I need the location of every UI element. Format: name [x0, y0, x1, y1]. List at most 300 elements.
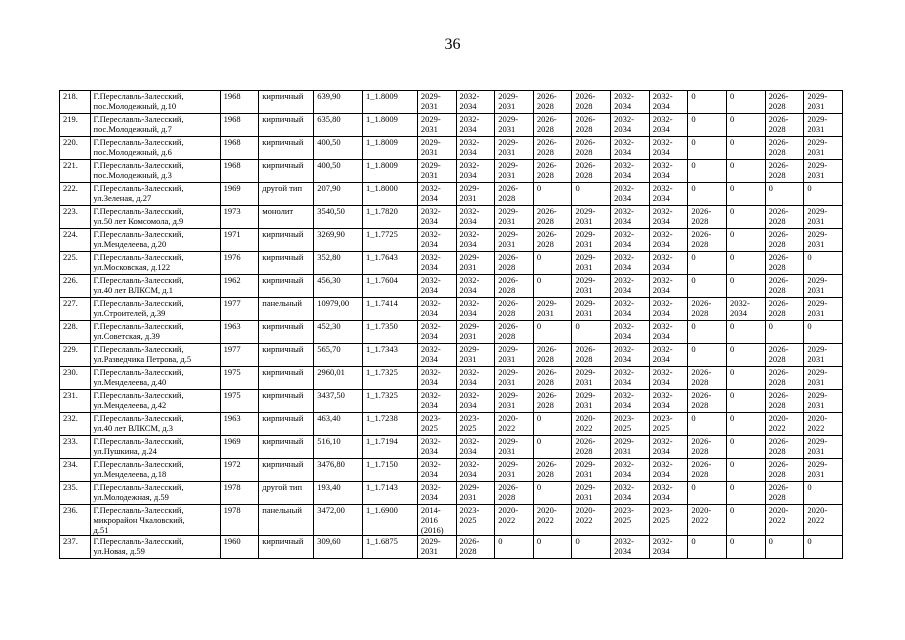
cell-period-8: 2026- 2028 [688, 459, 727, 482]
cell-period-8: 2026- 2028 [688, 390, 727, 413]
cell-year-built: 1960 [220, 536, 259, 559]
cell-period-8: 2026- 2028 [688, 206, 727, 229]
cell-address: Г.Переславль-Залесский, пос.Молодежный, д.6 [90, 137, 220, 160]
cell-period-9: 0 [727, 229, 766, 252]
cell-period-5: 2026- 2028 [572, 344, 611, 367]
cell-period-2: 2032- 2034 [456, 91, 495, 114]
cell-wall-material: кирпичный [259, 91, 314, 114]
cell-wall-material: кирпичный [259, 229, 314, 252]
cell-area: 400,50 [314, 137, 363, 160]
cell-period-11: 2029- 2031 [804, 344, 843, 367]
cell-period-3: 2026- 2028 [495, 275, 534, 298]
cell-period-8: 0 [688, 252, 727, 275]
cell-period-3: 2029- 2031 [495, 229, 534, 252]
cell-period-3: 0 [495, 536, 534, 559]
cell-period-3: 2029- 2031 [495, 114, 534, 137]
cell-address: Г.Переславль-Залесский, микрорайон Чкаловский, д.51 [90, 505, 220, 536]
cell-period-11: 2029- 2031 [804, 160, 843, 183]
cell-period-3: 2029- 2031 [495, 344, 534, 367]
cell-period-7: 2023- 2025 [649, 413, 688, 436]
cell-address: Г.Переславль-Залесский, ул.40 лет ВЛКСМ, д.1 [90, 275, 220, 298]
cell-period-8: 0 [688, 413, 727, 436]
cell-wall-material: кирпичный [259, 390, 314, 413]
cell-period-7: 2032- 2034 [649, 482, 688, 505]
cell-period-5: 0 [572, 321, 611, 344]
cell-period-1: 2032- 2034 [417, 459, 456, 482]
table-row [60, 436, 843, 459]
cell-period-1: 2032- 2034 [417, 275, 456, 298]
cell-year-built: 1963 [220, 413, 259, 436]
cell-period-10: 2026- 2028 [765, 206, 804, 229]
cell-wall-material: кирпичный [259, 114, 314, 137]
cell-period-6: 2032- 2034 [611, 206, 650, 229]
cell-period-2: 2029- 2031 [456, 482, 495, 505]
cell-period-11: 2020- 2022 [804, 505, 843, 536]
cell-period-5: 2029- 2031 [572, 206, 611, 229]
cell-period-2: 2029- 2031 [456, 321, 495, 344]
cell-code: 1_1.6875 [363, 536, 418, 559]
cell-period-5: 2029- 2031 [572, 482, 611, 505]
cell-period-10: 0 [765, 183, 804, 206]
table-row [60, 183, 843, 206]
table-row [60, 459, 843, 482]
cell-period-3: 2020- 2022 [495, 413, 534, 436]
cell-period-1: 2032- 2034 [417, 183, 456, 206]
cell-period-3: 2026- 2028 [495, 321, 534, 344]
cell-period-5: 2029- 2031 [572, 229, 611, 252]
cell-year-built: 1968 [220, 160, 259, 183]
cell-area: 456,30 [314, 275, 363, 298]
cell-period-5: 2020- 2022 [572, 413, 611, 436]
cell-period-9: 0 [727, 252, 766, 275]
table-row [60, 413, 843, 436]
cell-period-3: 2020- 2022 [495, 505, 534, 536]
cell-code: 1_1.7725 [363, 229, 418, 252]
cell-period-8: 2026- 2028 [688, 298, 727, 321]
cell-year-built: 1973 [220, 206, 259, 229]
cell-period-3: 2029- 2031 [495, 436, 534, 459]
cell-period-3: 2029- 2031 [495, 160, 534, 183]
cell-period-1: 2032- 2034 [417, 390, 456, 413]
cell-period-10: 2020- 2022 [765, 505, 804, 536]
cell-period-9: 0 [727, 114, 766, 137]
cell-period-6: 2032- 2034 [611, 229, 650, 252]
cell-code: 1_1.8009 [363, 160, 418, 183]
cell-area: 10979,00 [314, 298, 363, 321]
cell-wall-material: кирпичный [259, 275, 314, 298]
cell-year-built: 1978 [220, 482, 259, 505]
cell-year-built: 1971 [220, 229, 259, 252]
cell-code: 1_1.7643 [363, 252, 418, 275]
cell-area: 3269,90 [314, 229, 363, 252]
cell-period-10: 2026- 2028 [765, 298, 804, 321]
cell-period-11: 2029- 2031 [804, 275, 843, 298]
cell-period-5: 2026- 2028 [572, 160, 611, 183]
cell-code: 1_1.8009 [363, 114, 418, 137]
table-row [60, 275, 843, 298]
table-row [60, 390, 843, 413]
cell-address: Г.Переславль-Залесский, ул.Пушкина, д.24 [90, 436, 220, 459]
cell-period-9: 0 [727, 459, 766, 482]
cell-period-8: 0 [688, 114, 727, 137]
cell-period-3: 2026- 2028 [495, 252, 534, 275]
cell-period-2: 2032- 2034 [456, 206, 495, 229]
cell-row-number: 228. [60, 321, 91, 344]
cell-period-9: 0 [727, 183, 766, 206]
cell-period-9: 0 [727, 275, 766, 298]
cell-address: Г.Переславль-Залесский, ул.Менделеева, д.20 [90, 229, 220, 252]
cell-period-6: 2032- 2034 [611, 114, 650, 137]
cell-period-9: 0 [727, 344, 766, 367]
cell-address: Г.Переславль-Залесский, ул.Молодежная, д.59 [90, 482, 220, 505]
cell-address: Г.Переславль-Залесский, пос.Молодежный, д.3 [90, 160, 220, 183]
cell-row-number: 227. [60, 298, 91, 321]
cell-period-3: 2029- 2031 [495, 459, 534, 482]
cell-period-11: 0 [804, 252, 843, 275]
cell-area: 3476,80 [314, 459, 363, 482]
cell-period-2: 2032- 2034 [456, 459, 495, 482]
cell-period-4: 0 [533, 275, 572, 298]
cell-wall-material: кирпичный [259, 160, 314, 183]
cell-row-number: 230. [60, 367, 91, 390]
cell-area: 400,50 [314, 160, 363, 183]
cell-area: 635,80 [314, 114, 363, 137]
cell-period-8: 2026- 2028 [688, 367, 727, 390]
cell-period-11: 2020- 2022 [804, 413, 843, 436]
cell-period-4: 2026- 2028 [533, 114, 572, 137]
cell-period-1: 2032- 2034 [417, 367, 456, 390]
cell-period-1: 2029- 2031 [417, 114, 456, 137]
cell-row-number: 235. [60, 482, 91, 505]
cell-period-2: 2032- 2034 [456, 114, 495, 137]
cell-period-6: 2032- 2034 [611, 344, 650, 367]
cell-area: 193,40 [314, 482, 363, 505]
cell-code: 1_1.7238 [363, 413, 418, 436]
cell-period-7: 2032- 2034 [649, 229, 688, 252]
cell-period-11: 2029- 2031 [804, 367, 843, 390]
cell-period-9: 0 [727, 91, 766, 114]
cell-period-1: 2032- 2034 [417, 229, 456, 252]
cell-period-4: 0 [533, 536, 572, 559]
cell-period-5: 2029- 2031 [572, 459, 611, 482]
cell-period-5: 2026- 2028 [572, 137, 611, 160]
cell-period-9: 0 [727, 413, 766, 436]
cell-row-number: 231. [60, 390, 91, 413]
cell-period-3: 2026- 2028 [495, 482, 534, 505]
cell-period-6: 2032- 2034 [611, 91, 650, 114]
cell-period-11: 2029- 2031 [804, 436, 843, 459]
table-row [60, 367, 843, 390]
cell-period-10: 0 [765, 536, 804, 559]
table-row [60, 160, 843, 183]
cell-period-6: 2032- 2034 [611, 275, 650, 298]
cell-code: 1_1.7604 [363, 275, 418, 298]
cell-year-built: 1976 [220, 252, 259, 275]
cell-period-5: 0 [572, 536, 611, 559]
cell-period-4: 2026- 2028 [533, 459, 572, 482]
cell-period-4: 2026- 2028 [533, 137, 572, 160]
cell-code: 1_1.7143 [363, 482, 418, 505]
cell-period-9: 0 [727, 367, 766, 390]
cell-wall-material: кирпичный [259, 367, 314, 390]
cell-period-2: 2032- 2034 [456, 275, 495, 298]
cell-year-built: 1977 [220, 298, 259, 321]
cell-row-number: 221. [60, 160, 91, 183]
cell-period-10: 2026- 2028 [765, 114, 804, 137]
cell-row-number: 223. [60, 206, 91, 229]
cell-area: 452,30 [314, 321, 363, 344]
table-row [60, 229, 843, 252]
cell-code: 1_1.7350 [363, 321, 418, 344]
cell-address: Г.Переславль-Залесский, пос.Молодежный, д.7 [90, 114, 220, 137]
cell-period-11: 2029- 2031 [804, 137, 843, 160]
cell-period-2: 2032- 2034 [456, 436, 495, 459]
cell-period-10: 2026- 2028 [765, 275, 804, 298]
cell-area: 2960,01 [314, 367, 363, 390]
cell-period-11: 0 [804, 183, 843, 206]
cell-period-1: 2029- 2031 [417, 137, 456, 160]
cell-wall-material: монолит [259, 206, 314, 229]
cell-year-built: 1972 [220, 459, 259, 482]
cell-period-11: 2029- 2031 [804, 459, 843, 482]
cell-area: 3540,50 [314, 206, 363, 229]
cell-period-9: 0 [727, 482, 766, 505]
cell-period-4: 0 [533, 413, 572, 436]
cell-period-4: 2026- 2028 [533, 390, 572, 413]
cell-period-4: 2029- 2031 [533, 298, 572, 321]
cell-period-10: 0 [765, 321, 804, 344]
cell-period-7: 2032- 2034 [649, 436, 688, 459]
cell-period-5: 2026- 2028 [572, 114, 611, 137]
cell-code: 1_1.8009 [363, 91, 418, 114]
cell-period-10: 2020- 2022 [765, 413, 804, 436]
cell-address: Г.Переславль-Залесский, ул.50 лет Комсомола, д.9 [90, 206, 220, 229]
cell-wall-material: кирпичный [259, 459, 314, 482]
cell-period-10: 2026- 2028 [765, 137, 804, 160]
cell-period-4: 2026- 2028 [533, 160, 572, 183]
cell-period-6: 2032- 2034 [611, 459, 650, 482]
cell-wall-material: кирпичный [259, 536, 314, 559]
table-row [60, 505, 843, 536]
cell-period-11: 0 [804, 321, 843, 344]
cell-period-5: 0 [572, 183, 611, 206]
cell-period-8: 0 [688, 275, 727, 298]
cell-code: 1_1.7343 [363, 344, 418, 367]
cell-code: 1_1.7194 [363, 436, 418, 459]
cell-period-1: 2032- 2034 [417, 436, 456, 459]
cell-period-11: 2029- 2031 [804, 390, 843, 413]
cell-wall-material: панельный [259, 505, 314, 536]
cell-area: 352,80 [314, 252, 363, 275]
cell-period-2: 2032- 2034 [456, 137, 495, 160]
cell-period-7: 2032- 2034 [649, 114, 688, 137]
cell-period-7: 2032- 2034 [649, 367, 688, 390]
cell-code: 1_1.7325 [363, 367, 418, 390]
cell-period-8: 2026- 2028 [688, 229, 727, 252]
cell-period-6: 2032- 2034 [611, 298, 650, 321]
cell-period-6: 2023- 2025 [611, 505, 650, 536]
table-row [60, 344, 843, 367]
cell-period-3: 2029- 2031 [495, 137, 534, 160]
table-row [60, 321, 843, 344]
cell-row-number: 219. [60, 114, 91, 137]
cell-period-8: 0 [688, 137, 727, 160]
cell-area: 463,40 [314, 413, 363, 436]
cell-year-built: 1968 [220, 114, 259, 137]
cell-address: Г.Переславль-Залесский, ул.Разведчика Петрова, д.5 [90, 344, 220, 367]
cell-area: 309,60 [314, 536, 363, 559]
cell-period-8: 0 [688, 183, 727, 206]
cell-address: Г.Переславль-Залесский, ул.Советская, д.39 [90, 321, 220, 344]
cell-period-5: 2029- 2031 [572, 367, 611, 390]
cell-period-2: 2032- 2034 [456, 298, 495, 321]
cell-wall-material: другой тип [259, 482, 314, 505]
cell-row-number: 218. [60, 91, 91, 114]
cell-row-number: 237. [60, 536, 91, 559]
cell-period-11: 2029- 2031 [804, 206, 843, 229]
cell-code: 1_1.7820 [363, 206, 418, 229]
housing-table [59, 90, 843, 559]
cell-period-1: 2029- 2031 [417, 91, 456, 114]
cell-period-1: 2032- 2034 [417, 482, 456, 505]
cell-area: 3472,00 [314, 505, 363, 536]
cell-period-2: 2026- 2028 [456, 536, 495, 559]
cell-wall-material: кирпичный [259, 321, 314, 344]
cell-period-1: 2032- 2034 [417, 298, 456, 321]
cell-period-2: 2032- 2034 [456, 160, 495, 183]
cell-period-2: 2023- 2025 [456, 505, 495, 536]
cell-period-10: 2026- 2028 [765, 229, 804, 252]
table-row [60, 536, 843, 559]
cell-address: Г.Переславль-Залесский, ул.40 лет ВЛКСМ, д.3 [90, 413, 220, 436]
cell-period-1: 2014- 2016 (2016) [417, 505, 456, 536]
cell-period-11: 2029- 2031 [804, 114, 843, 137]
cell-period-4: 0 [533, 252, 572, 275]
table-row [60, 252, 843, 275]
cell-period-5: 2026- 2028 [572, 91, 611, 114]
cell-period-6: 2032- 2034 [611, 390, 650, 413]
cell-period-11: 2029- 2031 [804, 229, 843, 252]
cell-period-3: 2026- 2028 [495, 298, 534, 321]
cell-period-9: 2032- 2034 [727, 298, 766, 321]
cell-period-11: 2029- 2031 [804, 91, 843, 114]
table-row [60, 114, 843, 137]
cell-period-6: 2032- 2034 [611, 252, 650, 275]
cell-wall-material: кирпичный [259, 252, 314, 275]
cell-period-6: 2032- 2034 [611, 367, 650, 390]
cell-area: 516,10 [314, 436, 363, 459]
cell-period-8: 2026- 2028 [688, 436, 727, 459]
cell-period-2: 2032- 2034 [456, 229, 495, 252]
cell-code: 1_1.7414 [363, 298, 418, 321]
cell-period-4: 2020- 2022 [533, 505, 572, 536]
cell-wall-material: кирпичный [259, 436, 314, 459]
cell-year-built: 1975 [220, 390, 259, 413]
cell-address: Г.Переславль-Залесский, ул.Менделеева, д.42 [90, 390, 220, 413]
cell-area: 207,90 [314, 183, 363, 206]
cell-period-1: 2032- 2034 [417, 252, 456, 275]
table-row [60, 482, 843, 505]
cell-year-built: 1968 [220, 91, 259, 114]
cell-row-number: 222. [60, 183, 91, 206]
table-row [60, 137, 843, 160]
cell-period-1: 2032- 2034 [417, 321, 456, 344]
cell-year-built: 1977 [220, 344, 259, 367]
cell-wall-material: кирпичный [259, 413, 314, 436]
cell-period-1: 2032- 2034 [417, 344, 456, 367]
cell-wall-material: другой тип [259, 183, 314, 206]
cell-period-4: 2026- 2028 [533, 91, 572, 114]
cell-period-2: 2023- 2025 [456, 413, 495, 436]
cell-period-3: 2029- 2031 [495, 206, 534, 229]
cell-address: Г.Переславль-Залесский, ул.Новая, д.59 [90, 536, 220, 559]
cell-area: 639,90 [314, 91, 363, 114]
cell-period-7: 2032- 2034 [649, 275, 688, 298]
cell-wall-material: кирпичный [259, 137, 314, 160]
cell-period-5: 2020- 2022 [572, 505, 611, 536]
cell-wall-material: кирпичный [259, 344, 314, 367]
cell-period-10: 2026- 2028 [765, 160, 804, 183]
cell-period-8: 0 [688, 91, 727, 114]
cell-code: 1_1.8000 [363, 183, 418, 206]
cell-period-10: 2026- 2028 [765, 482, 804, 505]
cell-period-10: 2026- 2028 [765, 367, 804, 390]
cell-year-built: 1962 [220, 275, 259, 298]
cell-year-built: 1968 [220, 137, 259, 160]
cell-period-4: 2026- 2028 [533, 344, 572, 367]
cell-period-2: 2029- 2031 [456, 183, 495, 206]
cell-row-number: 233. [60, 436, 91, 459]
cell-row-number: 226. [60, 275, 91, 298]
cell-period-2: 2032- 2034 [456, 367, 495, 390]
cell-period-7: 2032- 2034 [649, 536, 688, 559]
cell-period-6: 2029- 2031 [611, 436, 650, 459]
cell-period-7: 2032- 2034 [649, 252, 688, 275]
cell-period-3: 2029- 2031 [495, 367, 534, 390]
cell-period-6: 2023- 2025 [611, 413, 650, 436]
cell-period-11: 0 [804, 536, 843, 559]
cell-period-10: 2026- 2028 [765, 436, 804, 459]
cell-period-5: 2029- 2031 [572, 275, 611, 298]
cell-period-10: 2026- 2028 [765, 252, 804, 275]
cell-period-8: 0 [688, 160, 727, 183]
cell-area: 3437,50 [314, 390, 363, 413]
cell-period-8: 0 [688, 321, 727, 344]
cell-row-number: 234. [60, 459, 91, 482]
cell-period-10: 2026- 2028 [765, 344, 804, 367]
cell-period-8: 0 [688, 482, 727, 505]
table-row [60, 298, 843, 321]
cell-period-2: 2032- 2034 [456, 390, 495, 413]
cell-period-7: 2032- 2034 [649, 206, 688, 229]
cell-period-3: 2026- 2028 [495, 183, 534, 206]
cell-period-10: 2026- 2028 [765, 91, 804, 114]
cell-period-4: 2026- 2028 [533, 206, 572, 229]
cell-address: Г.Переславль-Залесский, ул.Менделеева, д.40 [90, 367, 220, 390]
cell-period-4: 0 [533, 482, 572, 505]
cell-period-7: 2032- 2034 [649, 137, 688, 160]
cell-address: Г.Переславль-Залесский, пос.Молодежный, д.10 [90, 91, 220, 114]
cell-year-built: 1969 [220, 436, 259, 459]
cell-period-10: 2026- 2028 [765, 459, 804, 482]
cell-period-10: 2026- 2028 [765, 390, 804, 413]
cell-year-built: 1978 [220, 505, 259, 536]
cell-period-9: 0 [727, 321, 766, 344]
cell-period-1: 2023- 2025 [417, 413, 456, 436]
cell-period-2: 2029- 2031 [456, 252, 495, 275]
page-number: 36 [444, 36, 461, 53]
cell-period-9: 0 [727, 436, 766, 459]
